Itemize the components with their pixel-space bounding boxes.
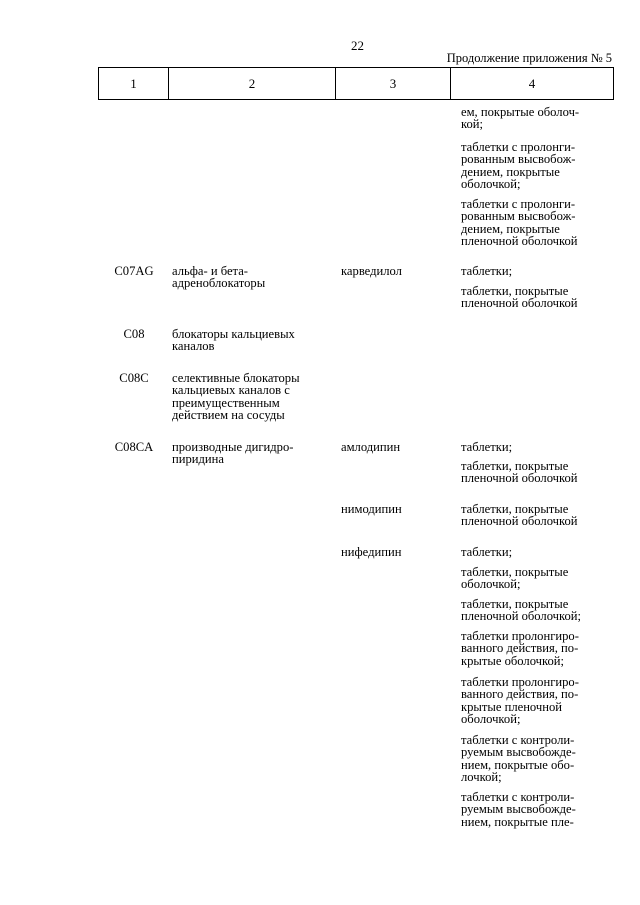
form-line: таблетки с контроли- [461,790,575,804]
form-line: пленочной оболочкой [461,296,578,311]
form-block [461,265,611,277]
form-line: таблетки с контроли- [461,733,575,747]
form-block [461,676,611,726]
form-block [461,141,611,191]
group-line: селективные блокаторы [172,371,300,385]
form-line: рованным высвобож- [461,152,576,167]
group-line: блокаторы кальциевых [172,327,295,341]
form-line: оболочкой; [461,577,521,592]
form-line: пленочной оболочкой; [461,609,582,624]
form-line: таблетки, покрытые [461,284,569,298]
header-col-2: 2 [169,68,336,100]
form-block [461,566,611,591]
group-name [172,372,332,422]
form-line: пленочной оболочкой [461,514,578,529]
form-block [461,441,611,453]
drug-name: амлодипин [341,440,401,454]
atc-code: C08C [119,371,149,385]
group-name [172,441,332,466]
drug-name: карведилол [341,264,402,278]
form-line: кой; [461,117,484,132]
form-line: таблетки, покрытые [461,502,569,516]
group-name [172,265,332,290]
header-col-3: 3 [336,68,451,100]
form-block [461,503,611,528]
form-line: таблетки, покрытые [461,565,569,579]
form-block [461,106,611,131]
form-line: оболочкой; [461,177,521,192]
form-line: крытые пленочной [461,699,563,714]
group-line: преимущественным [172,395,280,410]
form-block [461,546,611,558]
form-block [461,198,611,248]
form-block [461,598,611,623]
drug-name: нифедипин [341,545,402,559]
form-line: оболочкой; [461,712,521,727]
form-line: руемым высвобожде- [461,802,576,817]
form-line: таблетки; [461,440,513,454]
group-line: кальциевых каналов с [172,383,290,398]
group-line: каналов [172,339,215,354]
atc-code: C08 [123,327,145,341]
group-line: пиридина [172,452,224,467]
form-line: таблетки пролонгиро- [461,675,579,689]
form-line: ванного действия, по- [461,641,579,656]
form-line: крытые оболочкой; [461,653,565,668]
form-line: таблетки, покрытые [461,459,569,473]
form-line: таблетки с пролонги- [461,140,576,154]
form-line: пленочной оболочкой [461,234,578,249]
form-line: ванного действия, по- [461,687,579,702]
header-col-1: 1 [99,68,169,100]
form-line: таблетки пролонгиро- [461,629,579,643]
form-line: руемым высвобожде- [461,745,576,760]
group-name [172,328,332,353]
form-line: нием, покрытые обо- [461,757,575,772]
form-line: пленочной оболочкой [461,471,578,486]
form-block [461,791,611,828]
form-line: таблетки; [461,264,513,278]
group-line: действием на сосуды [172,408,285,423]
drug-name: нимодипин [341,502,402,516]
atc-code: C07AG [114,264,154,278]
form-line: рованным высвобож- [461,209,576,224]
continuation-label: Продолжение приложения № 5 [446,51,612,65]
form-block [461,734,611,784]
form-block [461,460,611,485]
form-line: таблетки; [461,545,513,559]
form-line: таблетки, покрытые [461,597,569,611]
header-col-4: 4 [451,68,614,100]
form-block [461,285,611,310]
group-line: производные дигидро- [172,440,294,454]
page-number: 22 [351,38,364,53]
form-line: дением, покрытые [461,221,560,236]
group-line: адреноблокаторы [172,276,266,291]
form-line: лочкой; [461,770,502,785]
form-line: таблетки с пролонги- [461,197,576,211]
form-line: дением, покрытые [461,164,560,179]
form-block [461,630,611,667]
form-line: ем, покрытые оболоч- [461,105,580,119]
atc-code: C08CA [114,440,154,454]
table-header [98,67,614,100]
form-line: нием, покрытые пле- [461,814,574,829]
group-line: альфа- и бета- [172,264,248,278]
